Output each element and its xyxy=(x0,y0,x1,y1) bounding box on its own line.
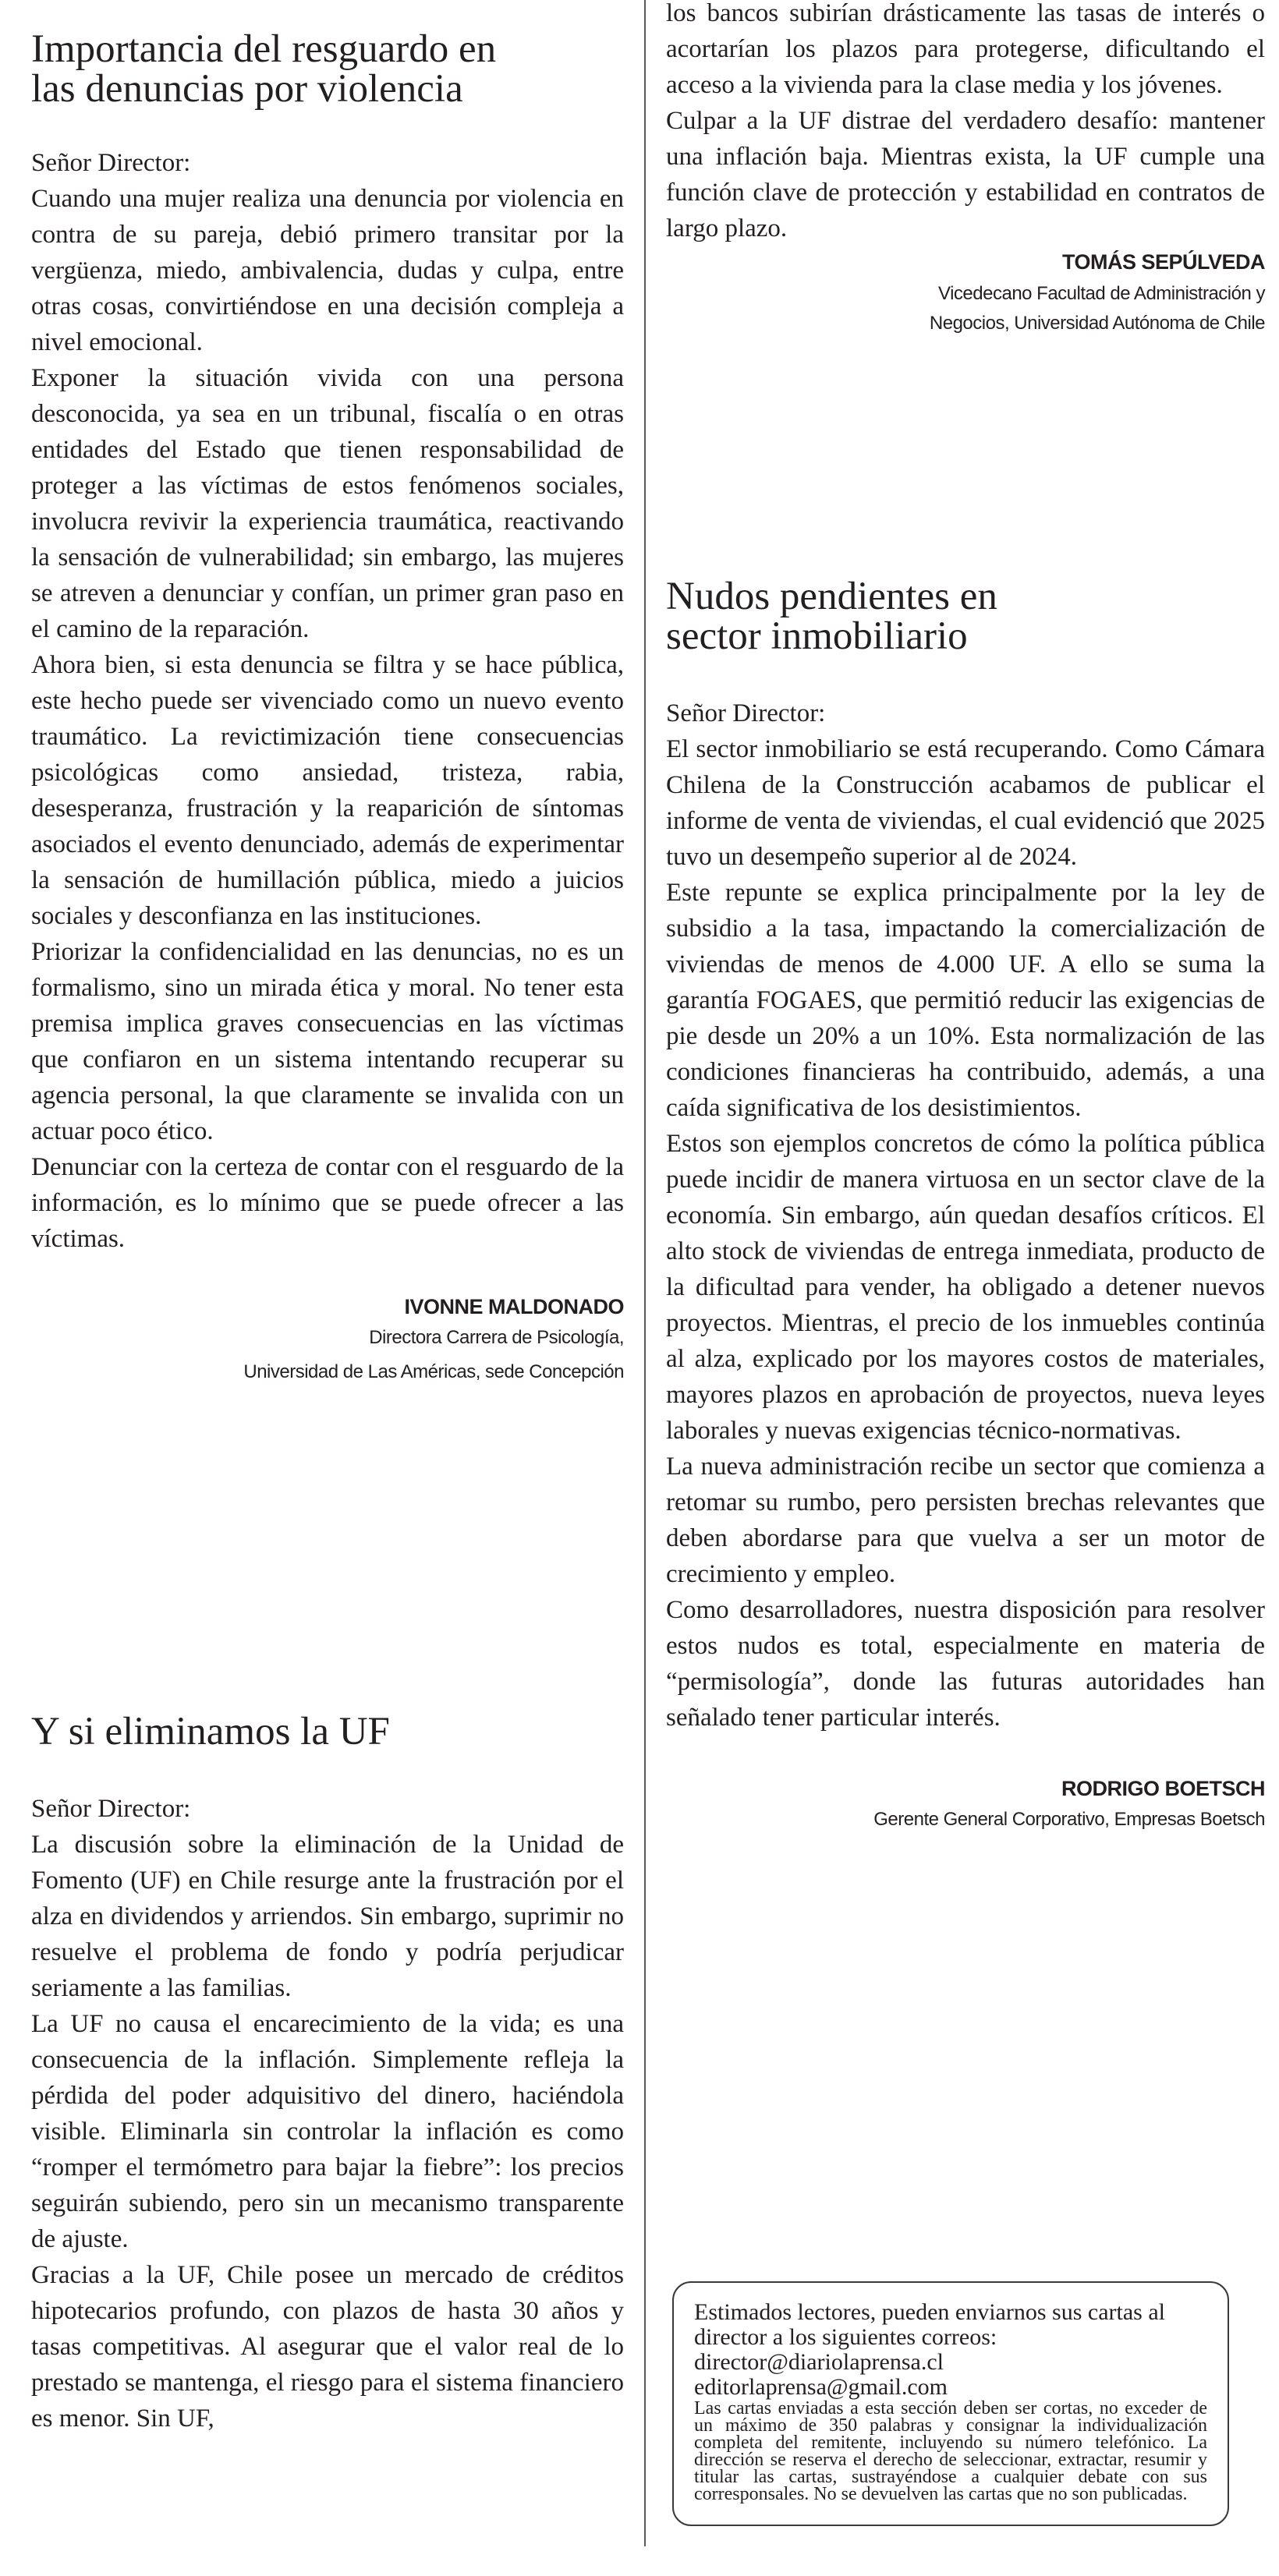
salutation: Señor Director: xyxy=(666,699,826,727)
paragraph: Estos son ejemplos concretos de cómo la política pública puede incidir de manera virtuosa en un sector clave de la economía. Sin embargo, aún quedan desafíos críticos. El alto stock de viviendas de entrega inmediata, producto de la dificultad para vender, ha obligado a detener nuevos proyectos. Mientras, el precio de los inmuebles continúa al alza, explicado por los mayores costos de materiales, mayores plazos en aprobación de proyectos, nueva leyes laborales y nuevas exigencias técnico-normativas. xyxy=(666,1130,1265,1445)
paragraph: los bancos subirían drásticamente las tasas de interés o acortarían los plazos para protegerse, dificultando el acceso a la vivienda para la clase media y los jóvenes. xyxy=(666,0,1265,99)
letter-eliminar-uf-continued xyxy=(666,0,1265,335)
column-divider xyxy=(644,0,646,2546)
signature-name: IVONNE MALDONADO xyxy=(404,1295,624,1318)
headline-line: Importancia del resguardo en xyxy=(31,27,497,71)
signature-name: TOMÁS SEPÚLVEDA xyxy=(1061,250,1265,274)
signature-title: Gerente General Corporativo, Empresas Boetsch xyxy=(873,1809,1265,1830)
headline: Y si eliminamos la UF xyxy=(31,1710,390,1753)
signature-title: Negocios, Universidad Autónoma de Chile xyxy=(929,313,1265,334)
signature xyxy=(31,1293,624,1389)
paragraph: Priorizar la confidencialidad en las denuncias, no es un formalismo, sino un mirada ética y moral. No tener esta premisa implica graves consecuencias en las víctimas que confiaron en un sistema intentando recuperar su agencia personal, la que claramente se invalida con un actuar poco ético. xyxy=(31,938,624,1145)
headline-line: las denuncias por violencia xyxy=(31,67,463,111)
paragraph: La discusión sobre la eliminación de la Unidad de Fomento (UF) en Chile resurge ante la frustración por el alza en dividendos y arriendos. Sin embargo, suprimir no resuelve el problema de fondo y podría perjudicar seriamente a las familias. xyxy=(31,1831,624,2002)
paragraph: La nueva administración recibe un sector que comienza a retomar su rumbo, pero persisten brechas relevantes que deben abordarse para que vuelva a ser un motor de crecimiento y empleo. xyxy=(666,1453,1265,1588)
signature-title: Universidad de Las Américas, sede Concepción xyxy=(243,1361,624,1382)
paragraph: Gracias a la UF, Chile posee un mercado de créditos hipotecarios profundo, con plazos de hasta 30 años y tasas competitivas. Al asegurar que el valor real de lo prestado se mantenga, el riesgo para el sistema financiero es menor. Sin UF, xyxy=(31,2261,624,2433)
salutation: Señor Director: xyxy=(31,149,191,177)
reader-notice-box xyxy=(672,2281,1229,2526)
letter-nudos-inmobiliario xyxy=(666,577,1265,1837)
letter-eliminar-uf xyxy=(31,1712,624,2436)
paragraph: El sector inmobiliario se está recuperando. Como Cámara Chilena de la Construcción acabamos de publicar el informe de venta de viviendas, el cual evidenció que 2025 tuvo un desempeño superior al de 2024. xyxy=(666,735,1265,871)
notice-email: director@diariolaprensa.cl xyxy=(694,2349,944,2375)
headline-line: Nudos pendientes en xyxy=(666,575,997,618)
letter-resguardo-denuncias xyxy=(31,27,624,1389)
paragraph: La UF no causa el encarecimiento de la vida; es una consecuencia de la inflación. Simplemente refleja la pérdida del poder adquisitivo del dinero, haciéndola visible. Eliminarla sin controlar la inflación es como “romper el termómetro para bajar la fiebre”: los precios seguirán subiendo, pero sin un mecanismo transparente de ajuste. xyxy=(31,2010,624,2253)
paragraph: Ahora bien, si esta denuncia se filtra y se hace pública, este hecho puede ser vivenciado como un nuevo evento traumático. La revictimización tiene consecuencias psicológicas como ansiedad, tristeza, rabia, desesperanza, frustración y la reaparición de síntomas asociados el evento denunciado, además de experimentar la sensación de humillación pública, miedo a juicios sociales y desconfianza en las instituciones. xyxy=(31,651,624,930)
notice-intro: Estimados lectores, pueden enviarnos sus cartas al director a los siguientes correos: xyxy=(694,2299,1165,2350)
paragraph: Exponer la situación vivida con una persona desconocida, ya sea en un tribunal, fiscalía o en otras entidades del Estado que tienen responsabilidad de proteger a las víctimas de estos fenómenos sociales, involucra revivir la experiencia traumática, reactivando la sensación de vulnerabilidad; sin embargo, las mujeres se atreven a denunciar y confían, un primer gran paso en el camino de la reparación. xyxy=(31,364,624,643)
paragraph: Este repunte se explica principalmente por la ley de subsidio a la tasa, impactando la comercialización de viviendas de menos de 4.000 UF. A ello se suma la garantía FOGAES, que permitió reducir las exigencias de pie desde un 20% a un 10%. Esta normalización de las condiciones financieras ha contribuido, además, a una caída significativa de los desistimientos. xyxy=(666,879,1265,1122)
paragraph: Denunciar con la certeza de contar con el resguardo de la información, es lo mínimo que se puede ofrecer a las víctimas. xyxy=(31,1153,624,1253)
paragraph: Como desarrolladores, nuestra disposición para resolver estos nudos es total, especialmente en materia de “permisología”, donde las futuras autoridades han señalado tener particular interés. xyxy=(666,1596,1265,1732)
signature xyxy=(666,1775,1265,1837)
signature-name: RODRIGO BOETSCH xyxy=(1061,1777,1265,1800)
paragraph: Culpar a la UF distrae del verdadero desafío: mantener una inflación baja. Mientras exista, la UF cumple una función clave de protección y estabilidad en contratos de largo plazo. xyxy=(666,107,1265,242)
signature-title: Vicedecano Facultad de Administración y xyxy=(938,283,1265,304)
notice-email: editorlaprensa@gmail.com xyxy=(694,2374,948,2400)
headline xyxy=(666,577,1265,656)
signature xyxy=(666,248,1265,335)
salutation: Señor Director: xyxy=(31,1795,191,1823)
signature-title: Directora Carrera de Psicología, xyxy=(369,1327,624,1348)
notice-rules: Las cartas enviadas a esta sección deben ser cortas, no exceder de un máximo de 350 palabras y consignar la individualización completa del remitente, incluyendo su número telefónico. La dirección se reserva el derecho de seleccionar, extractar, resumir y titular las cartas, sustrayéndose a cualquier debate con sus corresponsales. No se devuelven las cartas que no son publicadas. xyxy=(694,2398,1207,2504)
headline xyxy=(31,27,624,111)
paragraph: Cuando una mujer realiza una denuncia por violencia en contra de su pareja, debió primero transitar por la vergüenza, miedo, ambivalencia, dudas y culpa, entre otras cosas, convirtiéndose en una decisión compleja a nivel emocional. xyxy=(31,185,624,356)
headline-line: sector inmobiliario xyxy=(666,614,968,658)
